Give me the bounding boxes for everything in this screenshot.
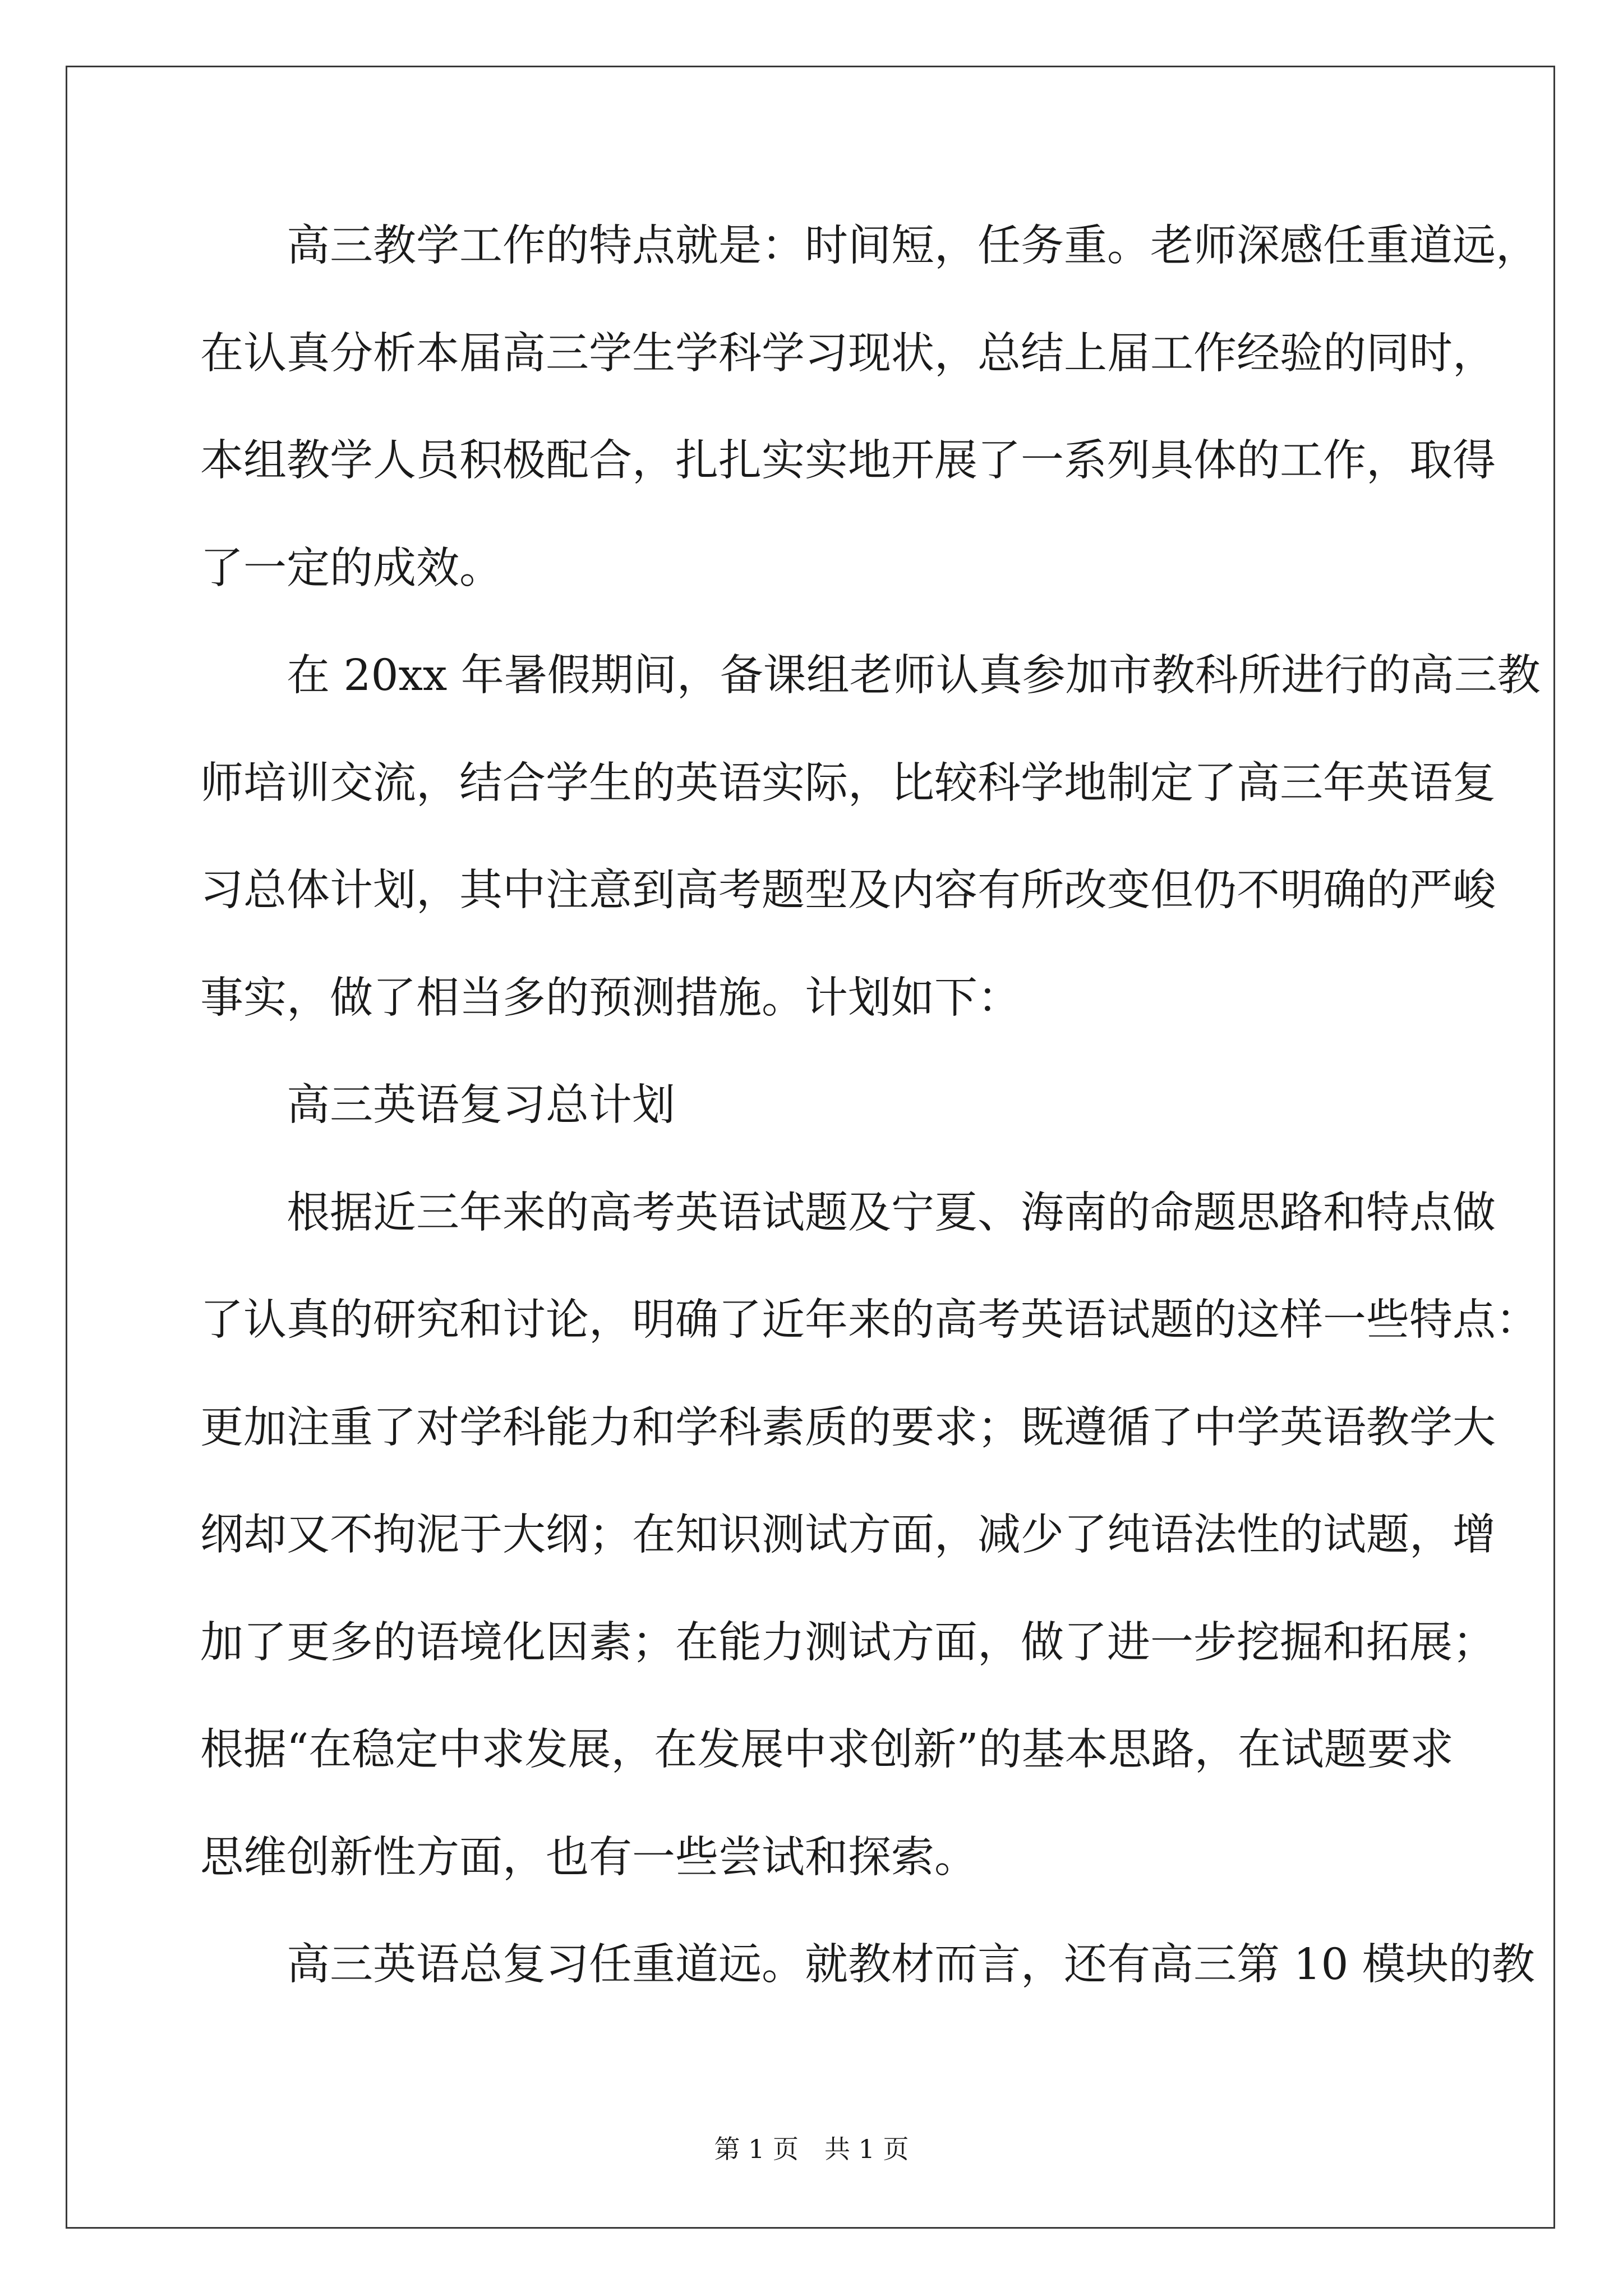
text-line: 事实，做了相当多的预测措施。计划如下： — [200, 973, 1021, 1023]
text-line: 纲却又不拘泥于大纲；在知识测试方面，减少了纯语法性的试题，增 — [200, 1510, 1496, 1560]
text-line: 师培训交流，结合学生的英语实际，比较科学地制定了高三年英语复 — [200, 758, 1496, 808]
text-line: 思维创新性方面，也有一些尝试和探索。 — [200, 1833, 978, 1883]
text-line: 了一定的成效。 — [200, 544, 502, 593]
text-line: 了认真的研究和讨论，明确了近年来的高考英语试题的这样一些特点： — [200, 1295, 1539, 1345]
text-line: 根据“在稳定中求发展，在发展中求创新”的基本思路，在试题要求 — [200, 1725, 1454, 1775]
section-heading: 高三英语复习总计划 — [200, 1080, 675, 1130]
text-line: 根据近三年来的高考英语试题及宁夏、海南的命题思路和特点做 — [200, 1188, 1496, 1238]
text-line: 高三教学工作的特点就是：时间短，任务重。老师深感任重道远， — [200, 221, 1539, 271]
text-line: 在 20xx 年暑假期间，备课组老师认真参加市教科所进行的高三教 — [200, 651, 1541, 701]
text-line: 更加注重了对学科能力和学科素质的要求；既遵循了中学英语教学大 — [200, 1403, 1496, 1453]
page-border — [66, 66, 1555, 2229]
text-line: 加了更多的语境化因素；在能力测试方面，做了进一步挖掘和拓展； — [200, 1618, 1496, 1668]
text-line: 本组教学人员积极配合，扎扎实实地开展了一系列具体的工作，取得 — [200, 436, 1496, 486]
page-footer: 第 1 页 共 1 页 — [714, 2134, 909, 2164]
text-line: 高三英语总复习任重道远。就教材而言，还有高三第 10 模块的教 — [200, 1940, 1535, 1990]
text-line: 习总体计划，其中注意到高考题型及内容有所改变但仍不明确的严峻 — [200, 866, 1496, 915]
text-line: 在认真分析本届高三学生学科学习现状，总结上届工作经验的同时， — [200, 329, 1496, 379]
